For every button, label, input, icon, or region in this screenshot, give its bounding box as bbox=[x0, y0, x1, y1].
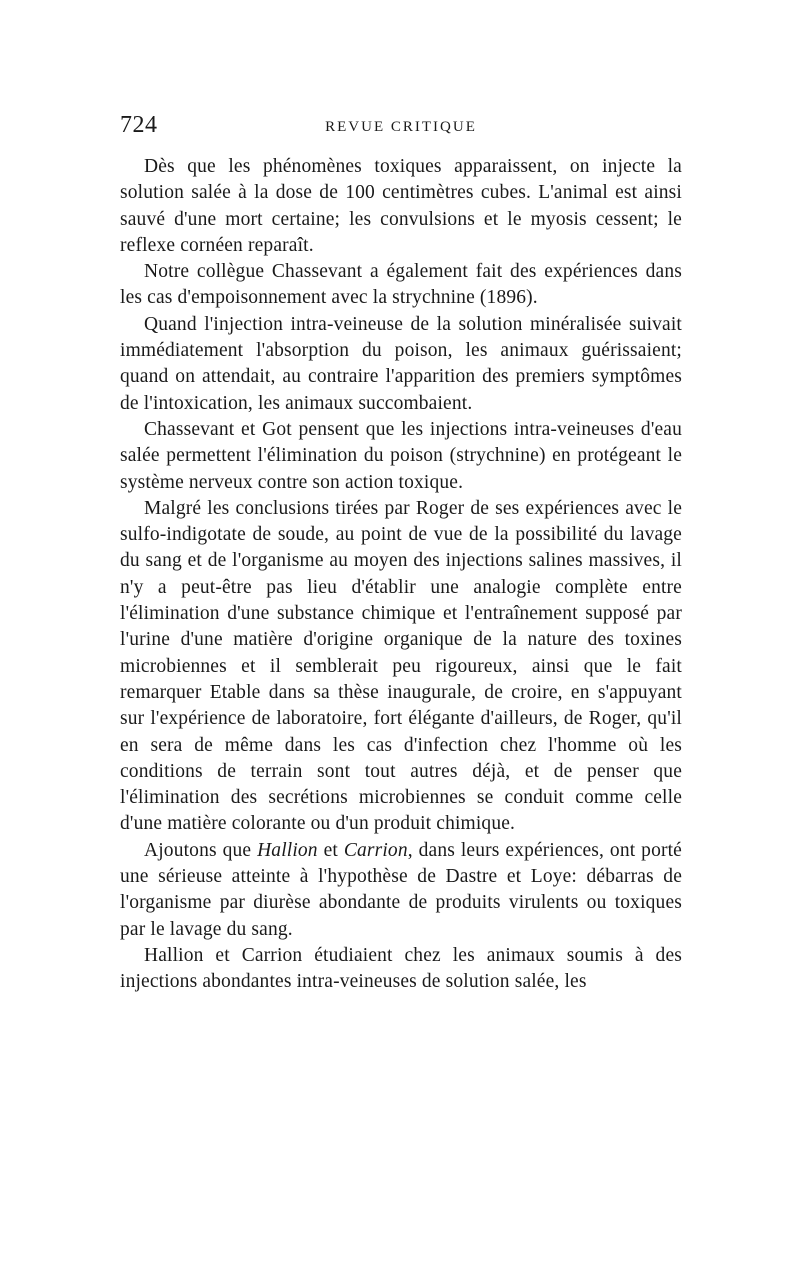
author-name-hallion: Hallion bbox=[257, 839, 318, 861]
paragraph-4: Chassevant et Got pensent que les injections intra-veineuses d'eau salée permettent l'élimination du poison (strychnine) en protégeant le système nerveux contre son action toxique. bbox=[120, 418, 682, 493]
paragraph-3: Quand l'injection intra-veineuse de la solution minéralisée suivait immédiatement l'absorption du poison, les animaux guérissaient; quand on attendait, au contraire l'apparition des premiers symptômes de l'intoxication, les animaux succombaient. bbox=[120, 313, 682, 414]
paragraph-1: Dès que les phénomènes toxiques apparaissent, on injecte la solution salée à la dose de 100 centimètres cubes. L'animal est ainsi sauvé d'une mort certaine; les convulsions et le myosis cessent; le reflexe cornéen reparaît. bbox=[120, 156, 682, 256]
paragraph-7: Hallion et Carrion étudiaient chez les animaux soumis à des injections abondantes intra-veineuses de solution salée, les bbox=[120, 944, 682, 993]
paragraph-5: Malgré les conclusions tirées par Roger de ses expériences avec le sulfo-indigotate de soude, au point de vue de la possibilité du lavage du sang et de l'organisme au moyen des injections salines massives, il n'y a peut-être pas lieu d'établir une analogie complète entre l'élimination d'une substance chimique et l'entraînement supposé par l'urine d'une matière d'origine organique de la nature des toxines microbiennes et il semblerait peu rigoureux, ainsi que le fait remarquer Etable dans sa thèse inaugurale, de croire, en s'appuyant sur l'expérience de laboratoire, fort élégante d'ailleurs, de Roger, qu'il en sera de même dans les cas d'infection chez l'homme où les conditions de terrain sont tout autres déjà, et de penser que l'élimination des secrétions microbiennes se conduit comme celle d'une matière colorante ou d'un produit chimique. bbox=[120, 497, 682, 835]
running-title: REVUE CRITIQUE bbox=[325, 119, 477, 135]
paragraph-6-lead: Ajoutons que bbox=[144, 839, 258, 861]
paragraph-2: Notre collègue Chassevant a également fait des expériences dans les cas d'empoisonnement avec la strychnine (1896). bbox=[120, 261, 682, 309]
paragraph-6-rest: , dans leurs expériences, ont porté une sérieuse atteinte à l'hypothèse de Dastre et Loye: débarras de l'organisme par diurèse abondante de produits virulents ou toxiques par le lavage du sang. bbox=[120, 839, 682, 940]
paragraph-6-conjunction: et bbox=[317, 839, 344, 861]
page-number: 724 bbox=[120, 112, 158, 138]
author-name-carrion: Carrion bbox=[343, 839, 408, 861]
text-body bbox=[120, 154, 682, 996]
paragraph-6 bbox=[120, 838, 682, 943]
running-head bbox=[120, 112, 682, 142]
